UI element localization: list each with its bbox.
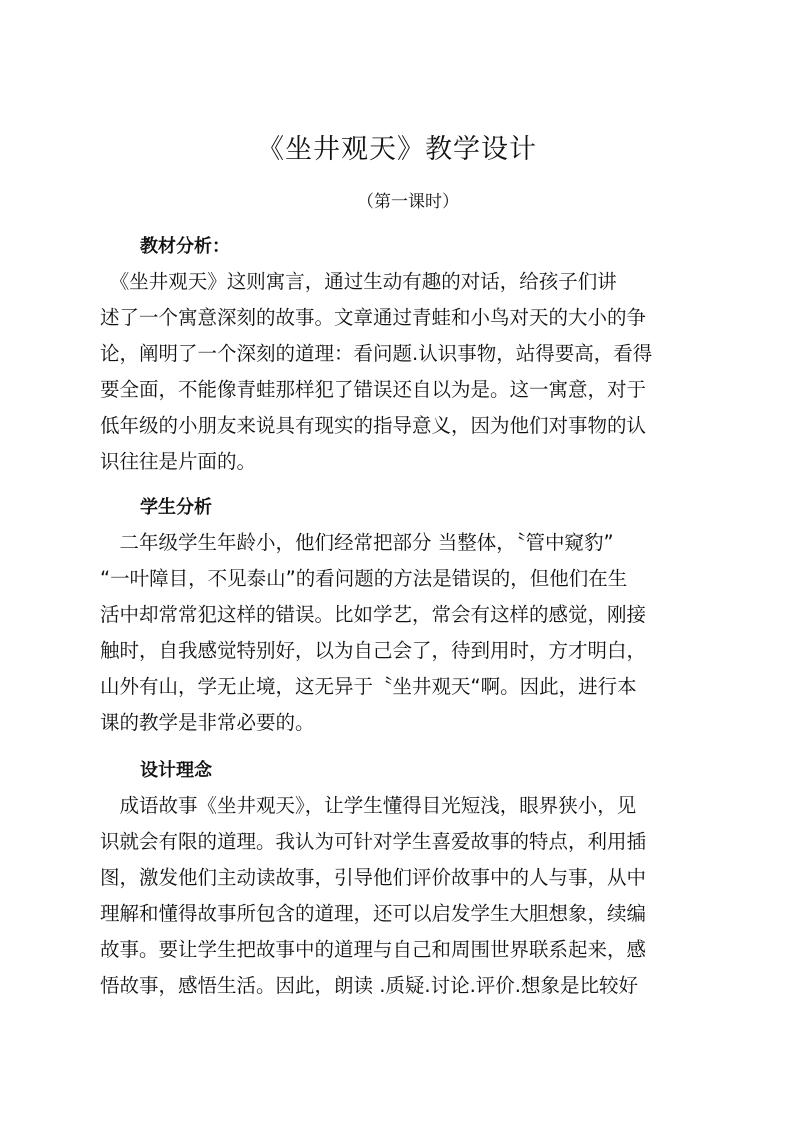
text-line: 成语故事《坐井观天》，让学生懂得目光短浅，眼界狭小，见 — [100, 794, 637, 817]
text-line: 图，激发他们主动读故事，引导他们评价故事中的人与事，从中 — [100, 866, 647, 889]
text-line: 二年级学生年龄小，他们经常把部分 当整体，〝管中窥豹” — [100, 531, 614, 554]
text-line: 识往往是片面的。 — [100, 450, 257, 473]
section-body-student-analysis — [100, 525, 700, 741]
text-line: 《坐井观天》这则寓言，通过生动有趣的对话，给孩子们讲 — [100, 270, 617, 293]
section-heading-design-concept: 设计理念 — [140, 760, 212, 781]
text-line: 故事。要让学生把故事中的道理与自己和周围世界联系起来，感 — [100, 938, 647, 961]
text-line: 识就会有限的道理。我认为可针对学生喜爱故事的特点，利用插 — [100, 830, 647, 853]
text-line: 述了一个寓意深刻的故事。文章通过青蛙和小鸟对天的大小的争 — [100, 306, 647, 329]
text-line: 触时，自我感觉特别好，以为自己会了，待到用时，方才明白， — [100, 639, 647, 662]
text-line: 悟故事，感悟生活。因此，朗读 .质疑.讨论.评价.想象是比较好 — [100, 974, 638, 997]
text-line: 理解和懂得故事所包含的道理，还可以启发学生大胆想象，续编 — [100, 902, 647, 925]
section-heading-textbook-analysis: 教材分析： — [140, 236, 230, 257]
text-line: “一叶障目，不见泰山”的看问题的方法是错误的，但他们在生 — [100, 567, 628, 590]
text-line: 课的教学是非常必要的。 — [100, 711, 315, 734]
text-line: 山外有山，学无止境，这无异于〝坐井观天“啊。因此，进行本 — [100, 675, 637, 698]
text-line: 低年级的小朋友来说具有现实的指导意义，因为他们对事物的认 — [100, 414, 647, 437]
section-heading-student-analysis: 学生分析 — [140, 497, 212, 518]
text-line: 要全面，不能像青蛙那样犯了错误还自以为是。这一寓意，对于 — [100, 378, 647, 401]
section-body-textbook-analysis — [100, 264, 700, 480]
text-line: 论，阐明了一个深刻的道理：看问题.认识事物，站得要高，看得 — [100, 342, 653, 365]
text-line: 活中却常常犯这样的错误。比如学艺，常会有这样的感觉，刚接 — [100, 603, 647, 626]
page-subtitle: （第一课时） — [357, 192, 459, 212]
section-body-design-concept — [100, 788, 700, 1004]
page-title: 《坐井观天》教学设计 — [257, 134, 537, 165]
